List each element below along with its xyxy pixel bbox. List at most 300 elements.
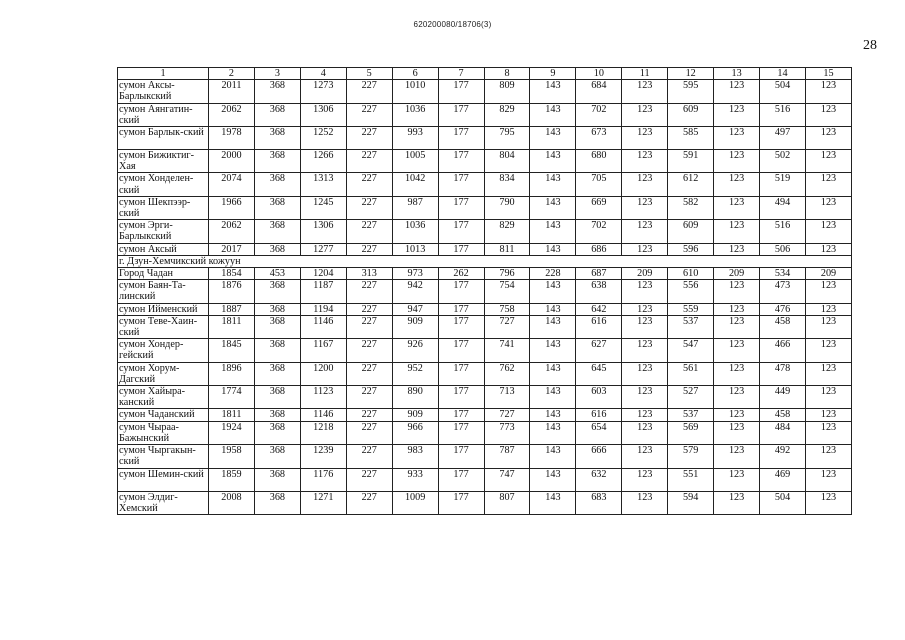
table-cell: 993 [392,127,438,150]
table-cell: 1876 [209,280,255,303]
row-name: сумон Эрги-Барлыкский [118,220,209,243]
table-cell: 143 [530,103,576,126]
table-cell: 227 [346,362,392,385]
table-cell: 1245 [300,196,346,219]
table-cell: 1204 [300,268,346,280]
table-cell: 123 [714,386,760,409]
table-cell: 504 [760,491,806,514]
table-cell: 466 [760,339,806,362]
table-cell: 947 [392,303,438,315]
table-cell: 143 [530,362,576,385]
table-cell: 966 [392,421,438,444]
table-cell: 143 [530,339,576,362]
table-cell: 227 [346,491,392,514]
table-cell: 741 [484,339,530,362]
row-name: сумон Хонделен-ский [118,173,209,196]
table-cell: 143 [530,409,576,421]
table-cell: 506 [760,243,806,255]
table-cell: 926 [392,339,438,362]
table-cell: 754 [484,280,530,303]
table-cell: 642 [576,303,622,315]
table-cell: 177 [438,280,484,303]
table-row [118,303,852,315]
table-cell: 123 [714,220,760,243]
table-cell: 123 [622,409,668,421]
table-cell: 519 [760,173,806,196]
table-cell: 123 [805,127,851,150]
row-name: сумон Шекпээр-ский [118,196,209,219]
table-cell: 368 [254,445,300,468]
table-cell: 616 [576,409,622,421]
row-name: сумон Бижиктиг-Хая [118,150,209,173]
column-header: 8 [484,68,530,80]
table-cell: 143 [530,491,576,514]
table-cell: 143 [530,150,576,173]
table-cell: 123 [622,220,668,243]
section-row [118,255,852,267]
table-cell: 123 [714,421,760,444]
table-cell: 209 [714,268,760,280]
column-header: 2 [209,68,255,80]
table-cell: 123 [714,280,760,303]
table-cell: 458 [760,409,806,421]
table-row [118,196,852,219]
table-cell: 227 [346,196,392,219]
table-cell: 727 [484,315,530,338]
table-cell: 123 [622,362,668,385]
table-row [118,362,852,385]
table-cell: 227 [346,127,392,150]
table-cell: 1005 [392,150,438,173]
row-name: сумон Аянгатин-ский [118,103,209,126]
table-cell: 747 [484,468,530,491]
table-cell: 227 [346,80,392,103]
table-cell: 368 [254,127,300,150]
table-cell: 680 [576,150,622,173]
table-cell: 1036 [392,220,438,243]
table-cell: 368 [254,339,300,362]
table-cell: 795 [484,127,530,150]
table-cell: 933 [392,468,438,491]
table-cell: 596 [668,243,714,255]
table-cell: 177 [438,409,484,421]
table-cell: 123 [622,303,668,315]
table-cell: 123 [622,280,668,303]
table-cell: 123 [714,196,760,219]
table-cell: 983 [392,445,438,468]
row-name: сумон Чыргакын-ский [118,445,209,468]
column-header: 5 [346,68,392,80]
column-header: 4 [300,68,346,80]
table-cell: 469 [760,468,806,491]
table-cell: 909 [392,409,438,421]
table-cell: 809 [484,80,530,103]
table-cell: 177 [438,80,484,103]
table-cell: 177 [438,339,484,362]
table-cell: 1146 [300,409,346,421]
table-cell: 1313 [300,173,346,196]
table-cell: 591 [668,150,714,173]
column-header: 7 [438,68,484,80]
table-cell: 143 [530,468,576,491]
table-cell: 585 [668,127,714,150]
table-cell: 610 [668,268,714,280]
table-cell: 1036 [392,103,438,126]
table-cell: 973 [392,268,438,280]
table-cell: 796 [484,268,530,280]
table-cell: 143 [530,421,576,444]
table-cell: 123 [622,468,668,491]
table-cell: 1859 [209,468,255,491]
row-name: сумон Аксы-Барлыкский [118,80,209,103]
column-header: 9 [530,68,576,80]
table-row [118,315,852,338]
column-header: 13 [714,68,760,80]
table-cell: 143 [530,196,576,219]
table-cell: 1218 [300,421,346,444]
table-cell: 1123 [300,386,346,409]
table-cell: 2062 [209,220,255,243]
table-cell: 123 [805,280,851,303]
table-cell: 368 [254,421,300,444]
table-cell: 1811 [209,409,255,421]
table-cell: 1010 [392,80,438,103]
table-cell: 1958 [209,445,255,468]
table-cell: 262 [438,268,484,280]
table-cell: 123 [805,491,851,514]
table-cell: 1966 [209,196,255,219]
table-row [118,268,852,280]
table-row [118,127,852,150]
column-header: 15 [805,68,851,80]
table-cell: 177 [438,468,484,491]
table-row [118,220,852,243]
table-cell: 1924 [209,421,255,444]
table-cell: 612 [668,173,714,196]
table-cell: 123 [714,243,760,255]
table-cell: 834 [484,173,530,196]
table-cell: 143 [530,173,576,196]
table-cell: 1306 [300,103,346,126]
row-name: сумон Элдиг-Хемский [118,491,209,514]
table-cell: 368 [254,303,300,315]
table-cell: 368 [254,103,300,126]
table-cell: 368 [254,362,300,385]
table-cell: 228 [530,268,576,280]
table-cell: 123 [714,173,760,196]
table-cell: 123 [805,243,851,255]
table-cell: 227 [346,220,392,243]
table-cell: 368 [254,280,300,303]
table-cell: 1013 [392,243,438,255]
table-cell: 497 [760,127,806,150]
table-cell: 492 [760,445,806,468]
table-row [118,468,852,491]
table-row [118,386,852,409]
data-table [117,67,852,515]
table-cell: 368 [254,243,300,255]
table-cell: 123 [622,173,668,196]
table-cell: 942 [392,280,438,303]
table-cell: 123 [714,127,760,150]
table-cell: 123 [622,491,668,514]
table-cell: 1978 [209,127,255,150]
row-name: сумон Чыраа-Бажынский [118,421,209,444]
table-row [118,445,852,468]
table-cell: 227 [346,409,392,421]
table-cell: 603 [576,386,622,409]
column-header: 3 [254,68,300,80]
table-cell: 669 [576,196,622,219]
table-cell: 686 [576,243,622,255]
table-cell: 177 [438,103,484,126]
table-cell: 713 [484,386,530,409]
table-cell: 559 [668,303,714,315]
table-cell: 177 [438,243,484,255]
table-cell: 654 [576,421,622,444]
table-cell: 123 [622,127,668,150]
table-cell: 177 [438,421,484,444]
table-cell: 368 [254,196,300,219]
table-cell: 123 [805,445,851,468]
table-cell: 638 [576,280,622,303]
table-cell: 123 [622,243,668,255]
table-cell: 684 [576,80,622,103]
table-cell: 616 [576,315,622,338]
table-cell: 2008 [209,491,255,514]
table-cell: 582 [668,196,714,219]
table-cell: 547 [668,339,714,362]
table-cell: 1167 [300,339,346,362]
table-cell: 494 [760,196,806,219]
table-cell: 1239 [300,445,346,468]
table-row [118,421,852,444]
table-cell: 829 [484,103,530,126]
table-cell: 952 [392,362,438,385]
table-cell: 123 [714,315,760,338]
table-cell: 1009 [392,491,438,514]
table-cell: 1811 [209,315,255,338]
table-cell: 594 [668,491,714,514]
table-cell: 1194 [300,303,346,315]
table-cell: 502 [760,150,806,173]
table-cell: 227 [346,173,392,196]
column-header: 10 [576,68,622,80]
table-header-row [118,68,852,80]
table-cell: 2017 [209,243,255,255]
table-cell: 595 [668,80,714,103]
table-cell: 368 [254,491,300,514]
table-cell: 123 [714,491,760,514]
row-name: сумон Шемин-ский [118,468,209,491]
table-cell: 1273 [300,80,346,103]
table-cell: 143 [530,243,576,255]
table-cell: 773 [484,421,530,444]
table-cell: 527 [668,386,714,409]
table-cell: 762 [484,362,530,385]
table-cell: 143 [530,127,576,150]
table-row [118,339,852,362]
table-cell: 787 [484,445,530,468]
column-header: 6 [392,68,438,80]
table-cell: 627 [576,339,622,362]
table-cell: 2074 [209,173,255,196]
table-row [118,243,852,255]
table-cell: 123 [622,315,668,338]
table-cell: 123 [714,468,760,491]
table-row [118,173,852,196]
table-cell: 177 [438,445,484,468]
table-cell: 609 [668,220,714,243]
table-cell: 143 [530,445,576,468]
table-cell: 504 [760,80,806,103]
table-cell: 702 [576,220,622,243]
table-cell: 177 [438,173,484,196]
table-cell: 123 [622,150,668,173]
table-cell: 227 [346,468,392,491]
table-cell: 123 [622,339,668,362]
table-cell: 556 [668,280,714,303]
table-cell: 804 [484,150,530,173]
table-cell: 123 [805,220,851,243]
table-body [118,80,852,515]
table-cell: 516 [760,103,806,126]
table-cell: 209 [805,268,851,280]
table-cell: 705 [576,173,622,196]
table-cell: 123 [622,196,668,219]
table-cell: 123 [622,386,668,409]
table-cell: 476 [760,303,806,315]
column-header: 14 [760,68,806,80]
table-row [118,80,852,103]
table-cell: 123 [805,386,851,409]
table-cell: 537 [668,409,714,421]
table-cell: 123 [805,173,851,196]
table-cell: 177 [438,315,484,338]
table-cell: 1252 [300,127,346,150]
table-cell: 227 [346,445,392,468]
table-cell: 1042 [392,173,438,196]
table-cell: 227 [346,243,392,255]
table-cell: 227 [346,386,392,409]
table-cell: 227 [346,103,392,126]
table-cell: 458 [760,315,806,338]
table-cell: 687 [576,268,622,280]
row-name: сумон Хайыра-канский [118,386,209,409]
table-cell: 890 [392,386,438,409]
table-cell: 1266 [300,150,346,173]
table-cell: 123 [714,303,760,315]
table-cell: 227 [346,421,392,444]
table-cell: 123 [805,421,851,444]
table-cell: 123 [805,315,851,338]
table-cell: 1176 [300,468,346,491]
table-cell: 123 [714,409,760,421]
table-cell: 368 [254,409,300,421]
column-header: 11 [622,68,668,80]
table-cell: 579 [668,445,714,468]
table-cell: 368 [254,150,300,173]
table-row [118,409,852,421]
table-row [118,491,852,514]
table-cell: 368 [254,173,300,196]
row-name: сумон Барлык-ский [118,127,209,150]
table-cell: 177 [438,491,484,514]
table-cell: 123 [622,103,668,126]
table-cell: 516 [760,220,806,243]
section-label: г. Дзун-Хемчикский кожуун [118,255,852,267]
table-row [118,280,852,303]
table-cell: 368 [254,220,300,243]
table-cell: 368 [254,468,300,491]
table-cell: 1277 [300,243,346,255]
row-name: сумон Теве-Хаин-ский [118,315,209,338]
table-cell: 758 [484,303,530,315]
table-cell: 177 [438,196,484,219]
row-name: сумон Хорум-Дагский [118,362,209,385]
row-name: сумон Хондер-гейский [118,339,209,362]
table-cell: 123 [714,339,760,362]
row-name: Город Чадан [118,268,209,280]
table-cell: 1187 [300,280,346,303]
table-cell: 143 [530,386,576,409]
column-header: 1 [118,68,209,80]
table-cell: 609 [668,103,714,126]
table-cell: 368 [254,386,300,409]
table-cell: 534 [760,268,806,280]
table-cell: 143 [530,280,576,303]
table-cell: 123 [805,409,851,421]
table-cell: 1146 [300,315,346,338]
table-row [118,103,852,126]
table-cell: 1200 [300,362,346,385]
table-cell: 123 [622,445,668,468]
table-cell: 473 [760,280,806,303]
table-cell: 666 [576,445,622,468]
table-cell: 1854 [209,268,255,280]
table-cell: 683 [576,491,622,514]
table-cell: 645 [576,362,622,385]
column-header: 12 [668,68,714,80]
table-row [118,150,852,173]
table-cell: 143 [530,303,576,315]
table-cell: 123 [714,150,760,173]
table-cell: 1271 [300,491,346,514]
table-cell: 561 [668,362,714,385]
table-cell: 537 [668,315,714,338]
table-cell: 227 [346,150,392,173]
table-cell: 123 [714,103,760,126]
table-cell: 227 [346,315,392,338]
table-cell: 123 [805,103,851,126]
table-cell: 227 [346,303,392,315]
table-cell: 123 [622,80,668,103]
table-cell: 2062 [209,103,255,126]
table-cell: 123 [805,80,851,103]
table-cell: 123 [714,80,760,103]
table-cell: 453 [254,268,300,280]
table-cell: 177 [438,150,484,173]
table-cell: 123 [805,150,851,173]
table-cell: 368 [254,315,300,338]
table-cell: 790 [484,196,530,219]
table-cell: 1845 [209,339,255,362]
table-cell: 123 [805,362,851,385]
document-id: 620200080/18706(3) [413,20,492,29]
table-cell: 227 [346,280,392,303]
row-name: сумон Чаданский [118,409,209,421]
table-cell: 313 [346,268,392,280]
